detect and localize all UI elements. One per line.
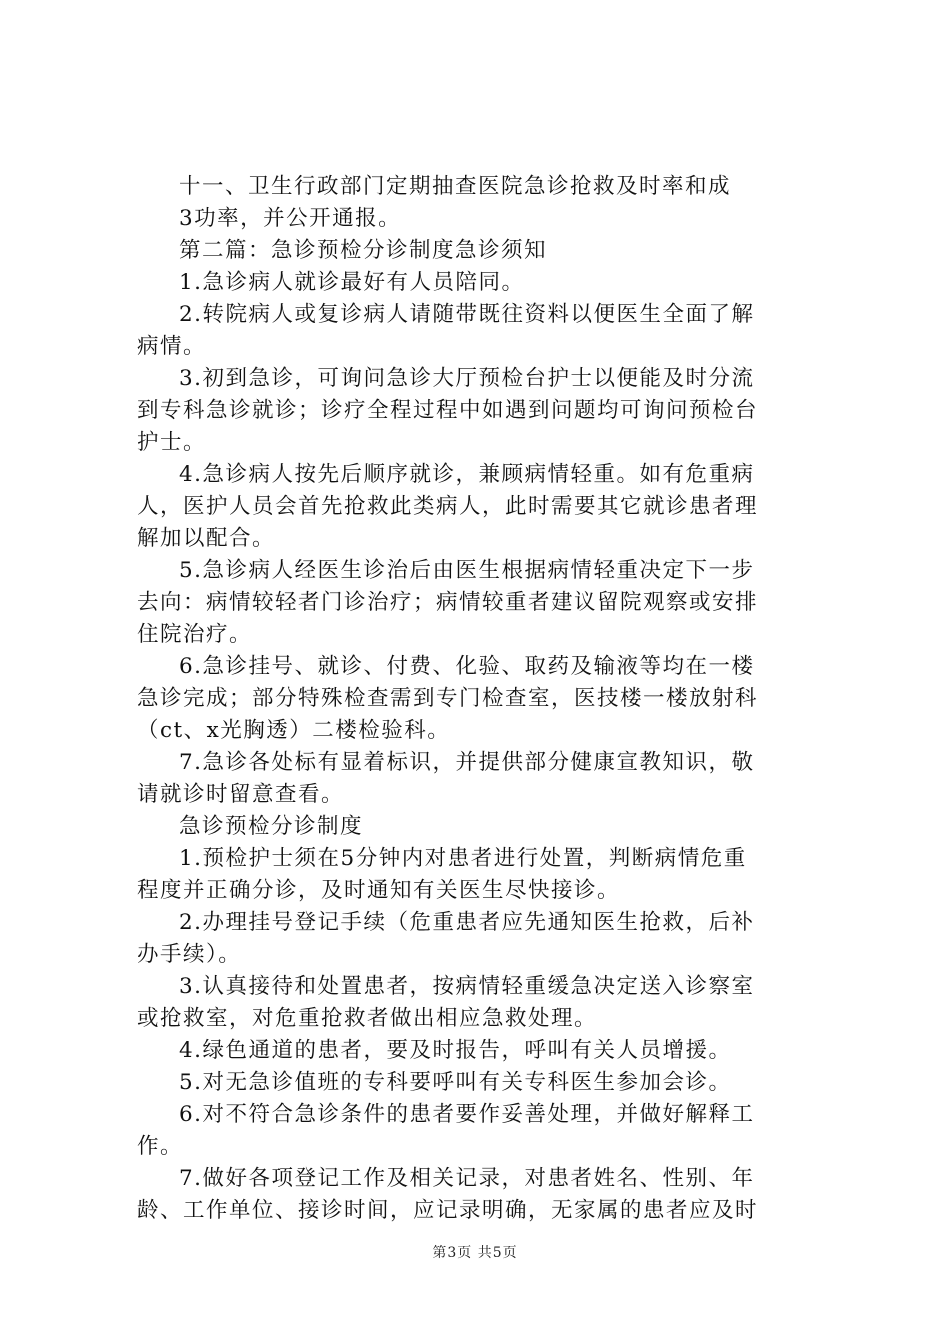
text-line: 办手续）。 bbox=[137, 942, 242, 967]
text-line: 1.急诊病人就诊最好有人员陪同。 bbox=[179, 270, 525, 295]
text-line: 2.办理挂号登记手续（危重患者应先通知医生抢救，后补 bbox=[179, 910, 755, 935]
text-line: 1.预检护士须在5分钟内对患者进行处置，判断病情危重 bbox=[179, 846, 747, 871]
text-line: 4.绿色通道的患者，要及时报告，呼叫有关人员增援。 bbox=[179, 1038, 732, 1063]
document-body bbox=[137, 171, 837, 1227]
text-line: 7.做好各项登记工作及相关记录，对患者姓名、性别、年 bbox=[179, 1166, 755, 1191]
text-line: 急诊完成；部分特殊检查需到专门检查室，医技楼一楼放射科 bbox=[137, 686, 759, 711]
text-line: 请就诊时留意查看。 bbox=[137, 782, 345, 807]
page-footer: 第3页 共5页 bbox=[432, 1245, 518, 1261]
text-line: 4.急诊病人按先后顺序就诊，兼顾病情轻重。如有危重病 bbox=[179, 462, 755, 487]
text-line: 或抢救室，对危重抢救者做出相应急救处理。 bbox=[137, 1006, 598, 1031]
text-line: 人，医护人员会首先抢救此类病人，此时需要其它就诊患者理 bbox=[137, 494, 759, 519]
text-line: 3.认真接待和处置患者，按病情轻重缓急决定送入诊察室 bbox=[179, 974, 755, 999]
text-line: 住院治疗。 bbox=[137, 622, 253, 647]
text-line: 3.初到急诊，可询问急诊大厅预检台护士以便能及时分流 bbox=[179, 366, 755, 391]
text-line: 病情。 bbox=[137, 334, 207, 359]
text-line: 急诊预检分诊制度 bbox=[179, 814, 364, 839]
text-line: 5.对无急诊值班的专科要呼叫有关专科医生参加会诊。 bbox=[179, 1070, 732, 1095]
text-line: 解加以配合。 bbox=[137, 526, 276, 551]
text-line: 6.对不符合急诊条件的患者要作妥善处理，并做好解释工 bbox=[179, 1102, 755, 1127]
text-line: 龄、工作单位、接诊时间，应记录明确，无家属的患者应及时 bbox=[137, 1198, 759, 1223]
text-line: 6.急诊挂号、就诊、付费、化验、取药及输液等均在一楼 bbox=[179, 654, 755, 679]
text-line: 7.急诊各处标有显着标识，并提供部分健康宣教知识，敬 bbox=[179, 750, 755, 775]
text-line: 程度并正确分诊，及时通知有关医生尽快接诊。 bbox=[137, 878, 621, 903]
text-line: 十一、卫生行政部门定期抽查医院急诊抢救及时率和成 bbox=[179, 174, 732, 199]
text-line: 2.转院病人或复诊病人请随带既往资料以便医生全面了解 bbox=[179, 302, 755, 327]
text-line: 第二篇：急诊预检分诊制度急诊须知 bbox=[179, 238, 548, 263]
text-line: 作。 bbox=[137, 1134, 184, 1159]
text-line: 护士。 bbox=[137, 430, 207, 455]
text-line: 3功率，并公开通报。 bbox=[179, 206, 402, 231]
text-line: 到专科急诊就诊；诊疗全程过程中如遇到问题均可询问预检台 bbox=[137, 398, 759, 423]
text-line: 去向：病情较轻者门诊治疗；病情较重者建议留院观察或安排 bbox=[137, 590, 759, 615]
text-line: （ct、x光胸透）二楼检验科。 bbox=[137, 718, 451, 743]
text-line: 5.急诊病人经医生诊治后由医生根据病情轻重决定下一步 bbox=[179, 558, 755, 583]
